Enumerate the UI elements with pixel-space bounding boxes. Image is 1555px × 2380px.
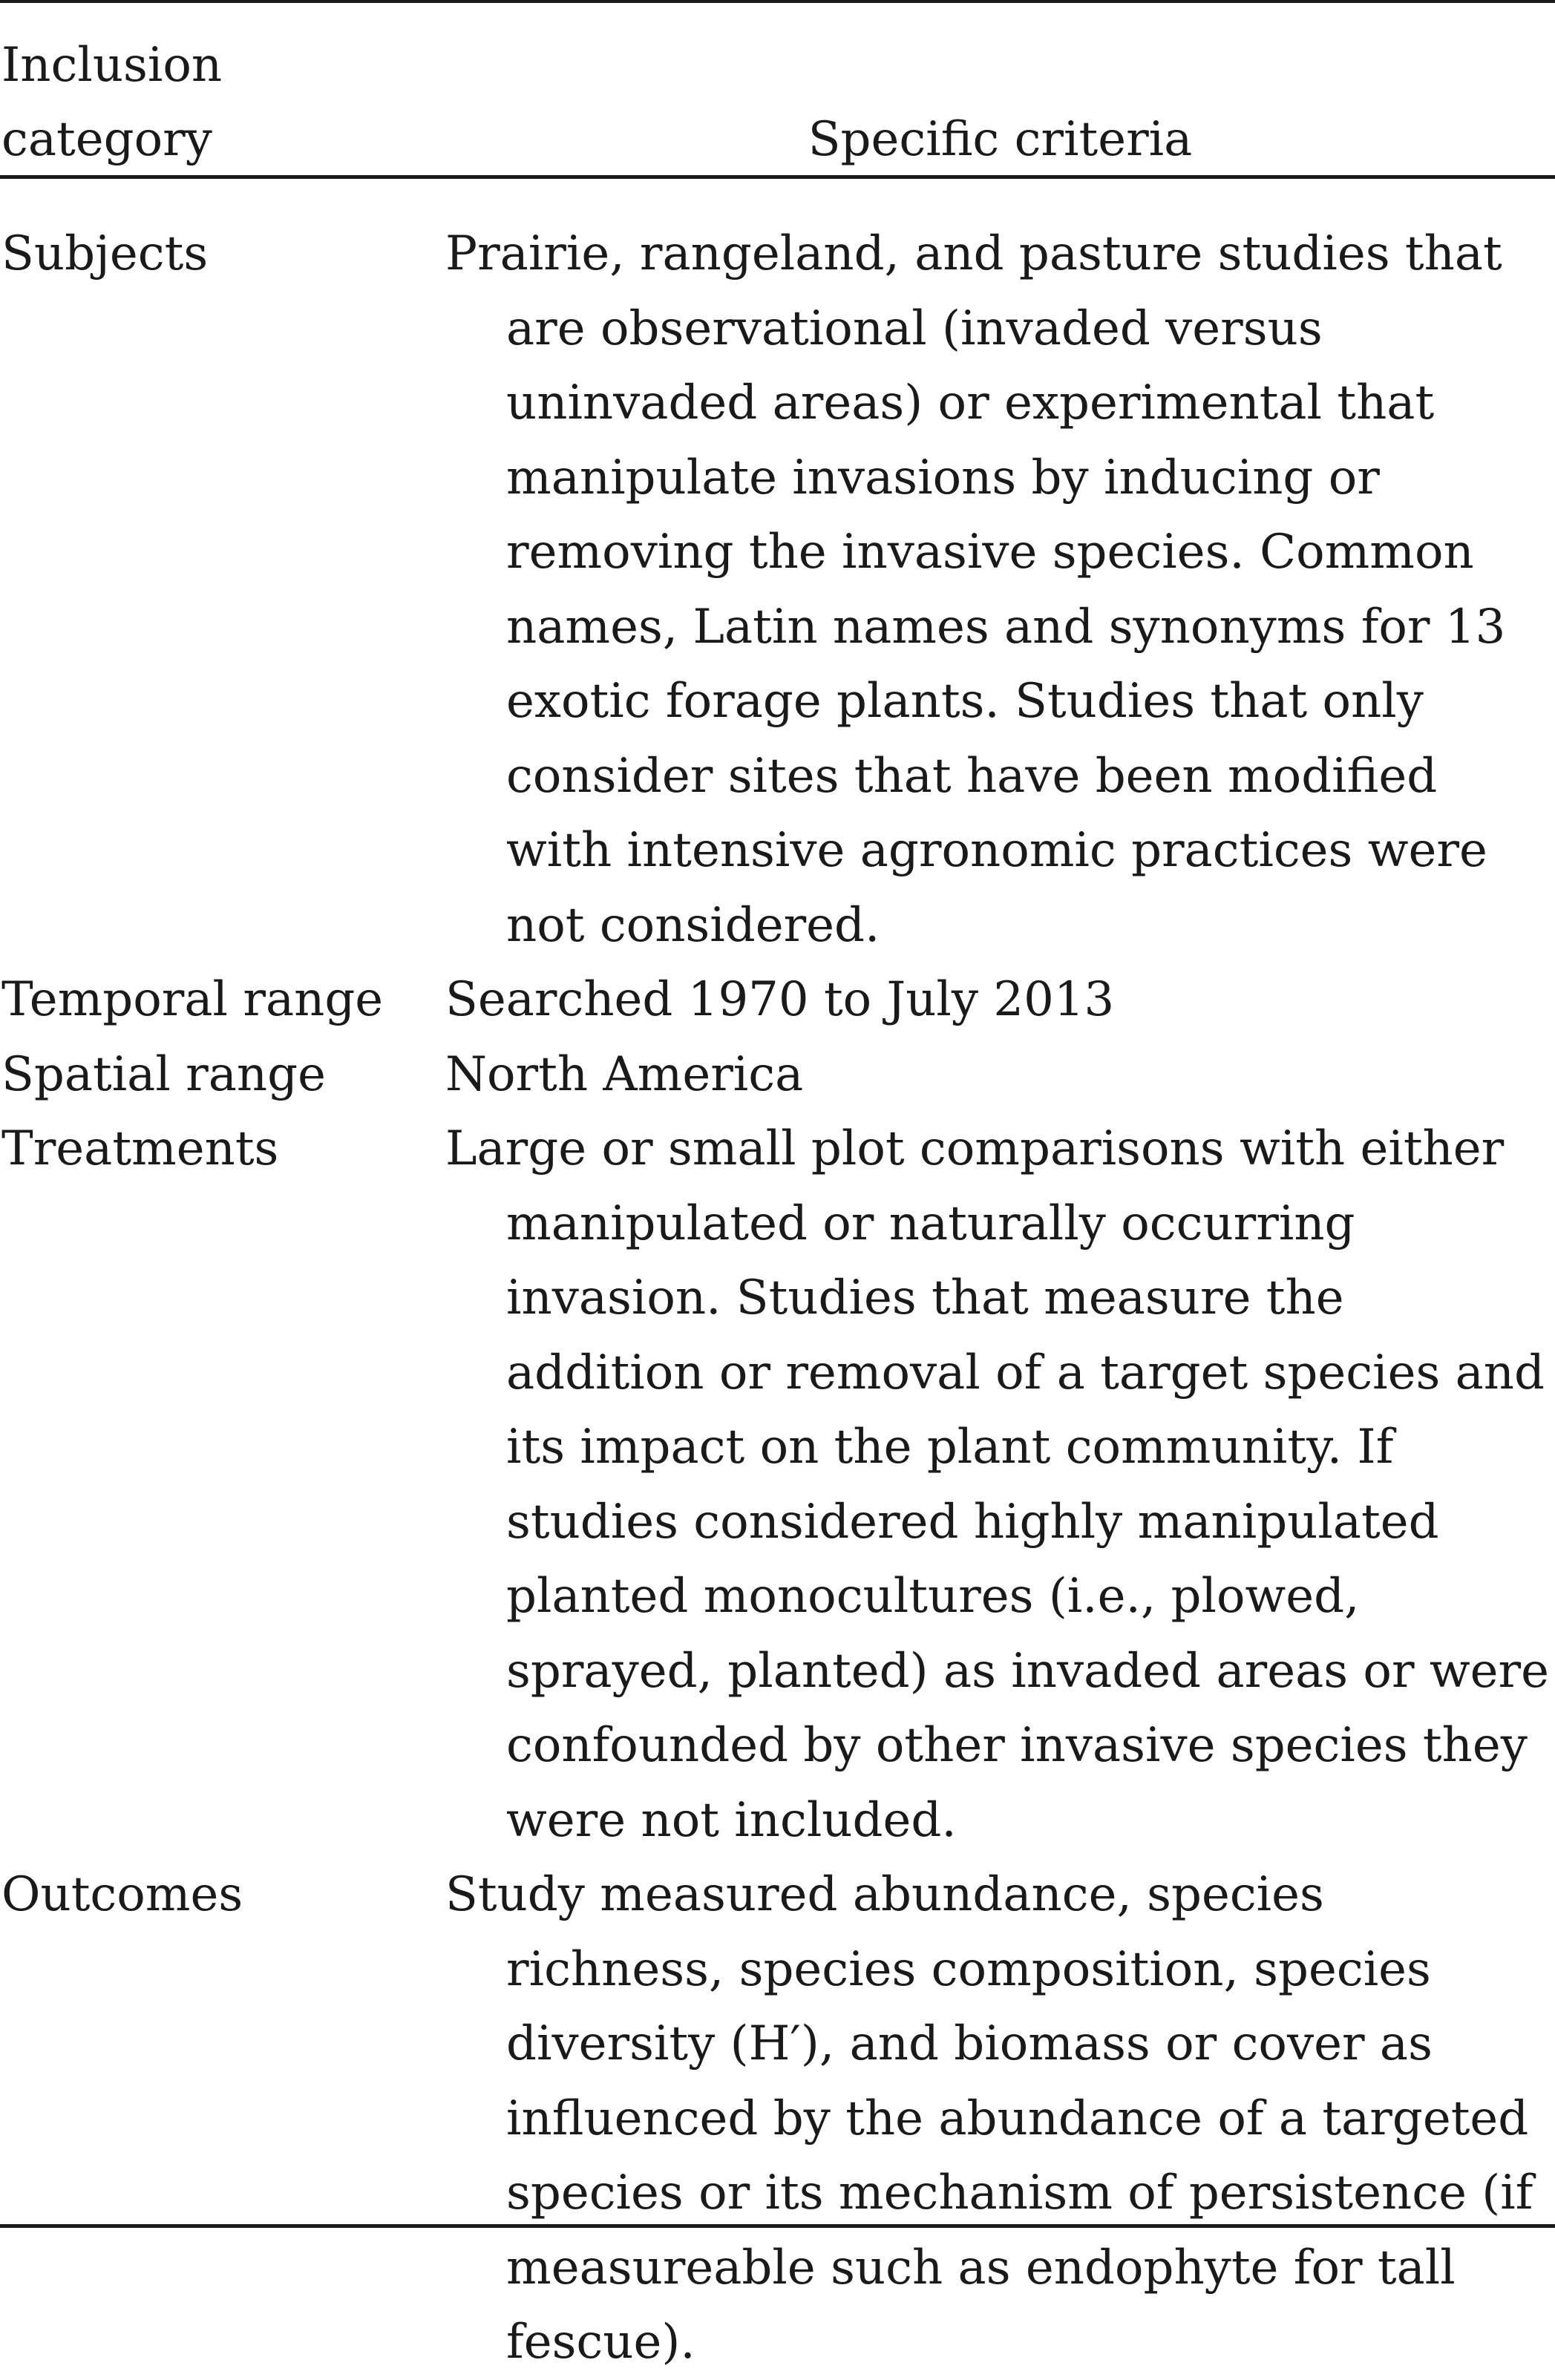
header-category-line1: Inclusion [1, 38, 223, 93]
row-category: Subjects [1, 226, 209, 281]
top-rule [0, 0, 1555, 3]
row-criteria: North America [445, 1046, 804, 1102]
row-category: Treatments [1, 1121, 279, 1176]
table-row-outcomes [0, 1858, 1555, 2380]
table-row-spatial-range [0, 1037, 1555, 1112]
bottom-rule [0, 2224, 1555, 2228]
row-criteria: Large or small plot comparisons with either manipulated or naturally occurring invasion. Studies that measure the addition or removal of a target species and its impact on the plant community. If studies considered highly manipulated planted monocultures (i.e., plowed, sprayed, planted) as invaded areas or were confounded by other invasive species they were not included. [445, 1121, 1549, 1848]
row-category: Temporal range [1, 972, 384, 1027]
row-category: Spatial range [1, 1046, 326, 1102]
row-criteria: Searched 1970 to July 2013 [445, 972, 1115, 1027]
row-category: Outcomes [1, 1867, 243, 1922]
table-row-treatments [0, 1112, 1555, 1858]
table-row-subjects [0, 217, 1555, 963]
row-criteria: Study measured abundance, species richness, species composition, species diversity (H′), and biomass or cover as influenced by the abundance of a targeted species or its mechanism of persistence (if measureable such as endophyte for tall fescue). [445, 1867, 1533, 2370]
header-inclusion-category [1, 28, 417, 177]
header-specific-criteria: Specific criteria [808, 112, 1193, 167]
table-body [0, 217, 1555, 2380]
header-category-line2: category [1, 112, 212, 167]
header-rule [0, 175, 1555, 179]
row-criteria: Prairie, rangeland, and pasture studies that are observational (invaded versus uninvaded areas) or experimental that manipulate invasions by inducing or removing the invasive species. Common names, Latin names and synonyms for 13 exotic forage plants. Studies that only consider sites that have been modified with intensive agronomic practices were not considered. [445, 226, 1506, 953]
table-row-temporal-range [0, 963, 1555, 1037]
